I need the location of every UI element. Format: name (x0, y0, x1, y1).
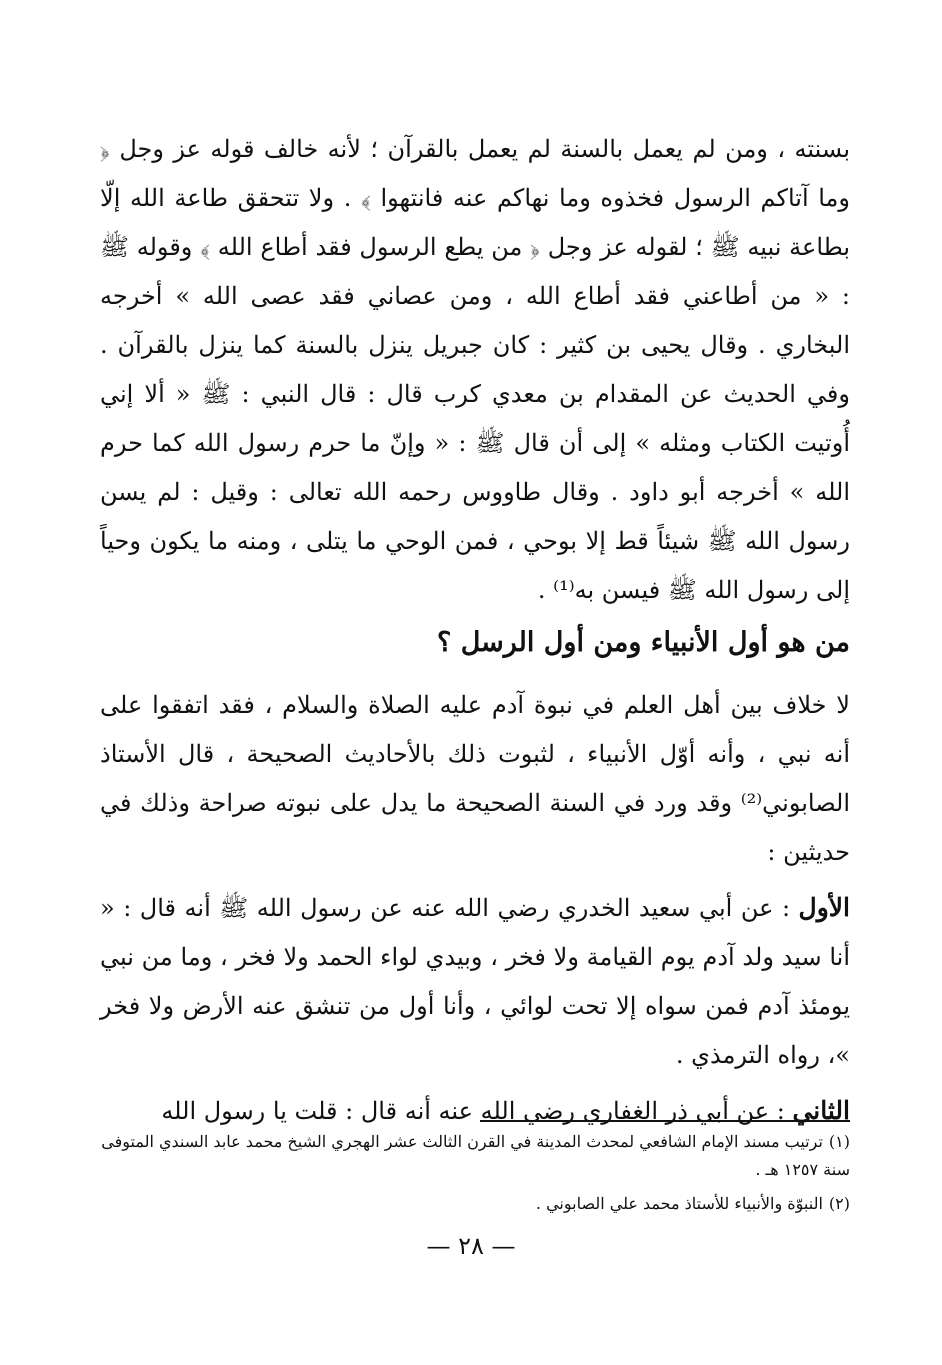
body-paragraph-2: لا خلاف بين أهل العلم في نبوة آدم عليه الصلاة والسلام ، فقد اتفقوا على أنه نبي ، وأنه أوّل الأنبياء ، لثبوت ذلك بالأحاديث الصحيحة ، قال الأستاذ الصابوني⁽²⁾ وقد ورد في السنة الصحيحة ما يدل على نبوته صراحة وذلك في حديثين : (100, 691, 851, 866)
body-paragraph-1: بسنته ، ومن لم يعمل بالسنة لم يعمل بالقرآن ؛ لأنه خالف قوله عز وجل ﴿ وما آتاكم الرسول فخذوه وما نهاكم عنه فانتهوا ﴾ . ولا تتحقق طاعة الله إلّا بطاعة نبيه ﷺ ؛ لقوله عز وجل ﴿ من يطع الرسول فقد أطاع الله ﴾ وقوله ﷺ : « من أطاعني فقد أطاع الله ، ومن عصاني فقد عصى الله » أخرجه البخاري . وقال يحيى بن كثير : كان جبريل ينزل بالسنة كما ينزل بالقرآن . وفي الحديث عن المقدام بن معدي كرب قال : قال النبي : ﷺ « ألا إني أُوتيت الكتاب ومثله » إلى أن قال ﷺ : « وإنّ ما حرم رسول الله كما حرم الله » أخرجه أبو داود . وقال طاووس رحمه الله تعالى : وقيل : لم يسن رسول الله ﷺ شيئاً قط إلا بوحي ، فمن الوحي ما يتلى ، ومنه ما يكون وحياً إلى رسول الله ﷺ فيسن به⁽¹⁾ . (100, 135, 850, 604)
section-heading: من هو أول الأنبياء ومن أول الرسل ؟ (436, 627, 850, 658)
footnote-1-mark: (١) (828, 1132, 850, 1151)
page-number: — ٢٨ — (426, 1232, 516, 1260)
first-hadith-text: : عن أبي سعيد الخدري رضي الله عنه عن رسول الله ﷺ أنه قال : « أنا سيد ولد آدم يوم القيامة ولا فخر ، وبيدي لواء الحمد ولا فخر ، وما من نبي يومئذ آدم فمن سواه إلا تحت لوائي ، وأنا أول من تنشق عنه الأرض ولا فخر »، رواه الترمذي . (100, 894, 851, 1069)
footnote-2-text: النبوّة والأنبياء للأستاذ محمد علي الصابوني . (535, 1194, 823, 1213)
page-body (100, 125, 850, 1136)
second-hadith-text: : عن أبي ذر الغفاري رضي الله عنه أنه قال : قلت يا رسول الله (161, 1097, 793, 1125)
footnote-1 (95, 1128, 850, 1184)
body-paragraph-3 (100, 883, 850, 1080)
first-hadith-label: الأول (798, 893, 850, 922)
footnote-2 (95, 1190, 850, 1218)
footnote-1-text: ترتيب مسند الإمام الشافعي لمحدث المدينة في القرن الثالث عشر الهجري الشيخ محمد عابد السندي المتوفى سنة ١٢٥٧ هـ . (101, 1132, 850, 1179)
footnote-2-mark: (٢) (828, 1194, 850, 1213)
footnote-divider (480, 1120, 850, 1122)
footnotes (95, 1128, 850, 1224)
second-hadith-label: الثاني (792, 1096, 850, 1125)
